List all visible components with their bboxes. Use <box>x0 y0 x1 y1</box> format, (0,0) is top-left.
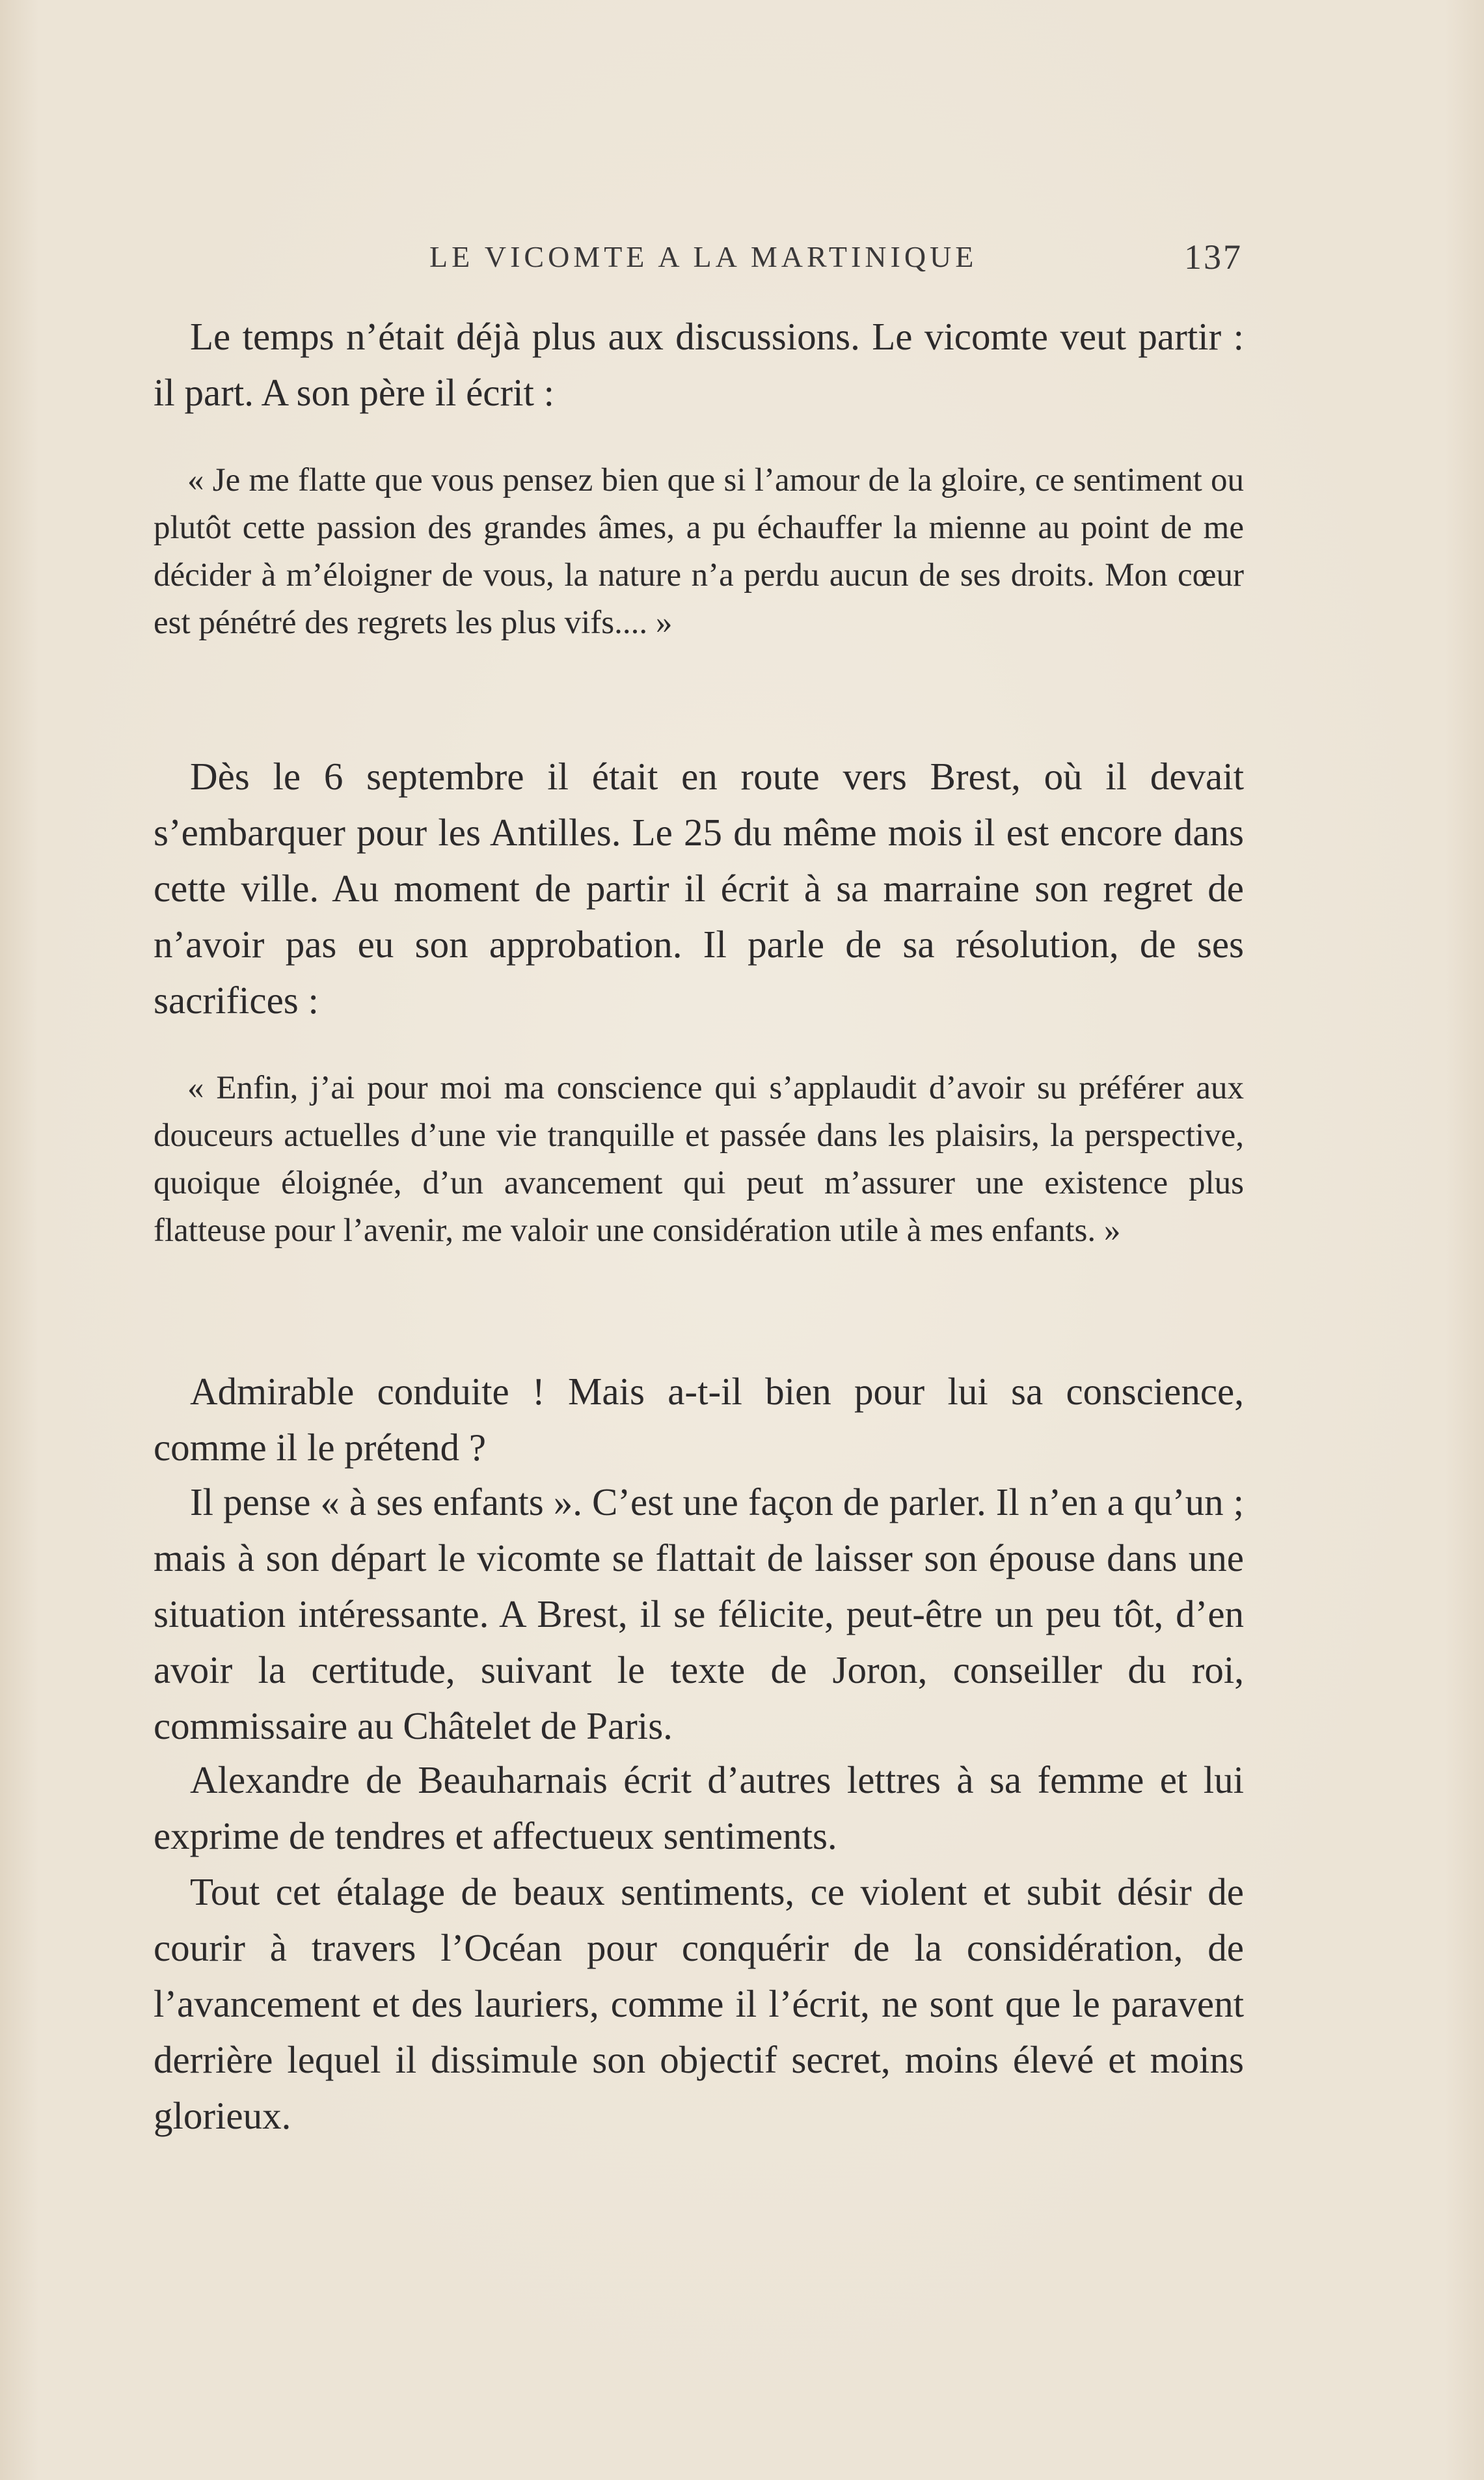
running-title: LE VICOMTE A LA MARTINIQUE <box>429 240 978 273</box>
paragraph: Tout cet étalage de beaux sentiments, ce violent et subit désir de courir à travers l’Océan pour conquérir de la considération, de l’avancement et des lauriers, comme il l’écrit, ne sont que le paravent derrière lequel il dissimule son objectif secret, moins élevé et moins glorieux. <box>154 1870 1244 2137</box>
paragraph-block <box>154 748 1244 1028</box>
paragraph-block <box>154 1363 1244 1475</box>
paragraph: Dès le 6 septembre il était en route vers Brest, où il devait s’embarquer pour les Antilles. Le 25 du même mois il est encore dans cette ville. Au moment de partir il écrit à sa marraine son regret de n’avoir pas eu son approbation. Il parle de sa résolution, de ses sacrifices : <box>154 755 1244 1022</box>
quotation-block <box>154 1065 1244 1255</box>
paragraph-block <box>154 308 1244 420</box>
paragraph: Admirable conduite ! Mais a-t-il bien pour lui sa conscience, comme il le prétend ? <box>154 1370 1244 1469</box>
page-number: 137 <box>1184 238 1243 277</box>
paragraph-block <box>154 1474 1244 1754</box>
paragraph: Il pense « à ses enfants ». C’est une façon de parler. Il n’en a qu’un ; mais à son départ le vicomte se flattait de laisser son épouse dans une situation intéressante. A Brest, il se félicite, peut-être un peu tôt, d’en avoir la certitude, suivant le texte de Joron, conseiller du roi, commissaire au Châtelet de Paris. <box>154 1480 1244 1747</box>
paragraph-block <box>154 1864 1244 2144</box>
letter-quotation: « Je me flatte que vous pensez bien que si l’amour de la gloire, ce sentiment ou plutôt cette passion des grandes âmes, a pu échauffer la mienne au point de me décider à m’éloigner de vous, la nature n’a perdu aucun de ses droits. Mon cœur est pénétré des regrets les plus vifs.... » <box>154 462 1244 641</box>
quotation-block <box>154 457 1244 647</box>
letter-quotation: « Enfin, j’ai pour moi ma conscience qui s’applaudit d’avoir su préférer aux douceurs actuelles d’une vie tranquille et passée dans les plaisirs, la perspective, quoique éloignée, d’un avancement qui peut m’assurer une existence plus flatteuse pour l’avenir, me valoir une considération utile à mes enfants. » <box>154 1070 1244 1249</box>
paragraph: Le temps n’était déjà plus aux discussions. Le vicomte veut partir : il part. A son père il écrit : <box>154 315 1244 414</box>
paragraph: Alexandre de Beauharnais écrit d’autres lettres à sa femme et lui exprime de tendres et affectueux sentiments. <box>154 1758 1244 1857</box>
paragraph-block <box>154 1752 1244 1864</box>
